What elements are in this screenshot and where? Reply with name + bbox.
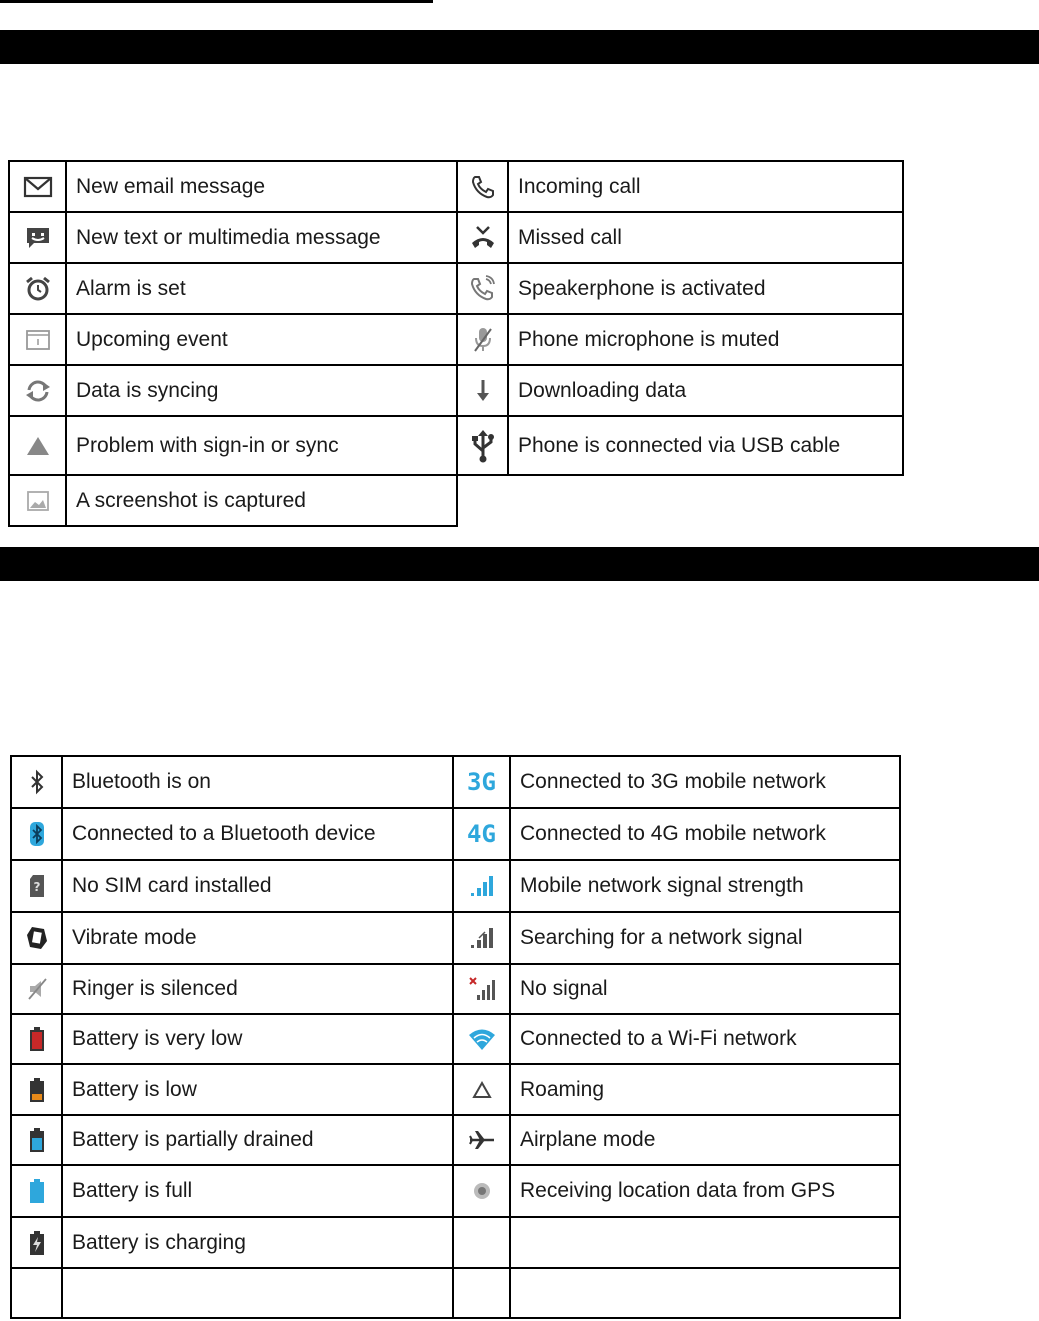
bluetooth-connected-icon bbox=[29, 821, 45, 847]
list-item-label: Phone microphone is muted bbox=[508, 314, 903, 365]
3g-icon: 3G bbox=[467, 768, 496, 796]
battery-partial-icon bbox=[29, 1127, 45, 1153]
wifi-icon bbox=[467, 1027, 497, 1051]
list-item-label: A screenshot is captured bbox=[66, 475, 457, 526]
speakerphone-icon bbox=[469, 275, 497, 303]
list-item-label: Battery is charging bbox=[62, 1217, 453, 1268]
table-row bbox=[9, 475, 903, 526]
table-row bbox=[11, 1115, 900, 1165]
sync-icon bbox=[23, 378, 53, 404]
ringer-silenced-icon bbox=[26, 977, 48, 1001]
list-item-label: Upcoming event bbox=[66, 314, 457, 365]
table-row bbox=[9, 161, 903, 212]
list-item-label: Battery is full bbox=[62, 1165, 453, 1217]
text-message-icon bbox=[24, 225, 52, 251]
list-item-label: Receiving location data from GPS bbox=[510, 1165, 900, 1217]
list-item-label: Speakerphone is activated bbox=[508, 263, 903, 314]
list-item-label: Alarm is set bbox=[66, 263, 457, 314]
list-item-label: Data is syncing bbox=[66, 365, 457, 416]
table-row bbox=[11, 1268, 900, 1318]
list-item-label: Ringer is silenced bbox=[62, 964, 453, 1014]
list-item-label: Mobile network signal strength bbox=[510, 860, 900, 912]
list-item-label: No signal bbox=[510, 964, 900, 1014]
list-item-label: Roaming bbox=[510, 1064, 900, 1115]
table-row bbox=[9, 263, 903, 314]
table-row bbox=[11, 860, 900, 912]
list-item-label: Battery is partially drained bbox=[62, 1115, 453, 1165]
list-item-label: Bluetooth is on bbox=[62, 756, 453, 808]
bluetooth-icon bbox=[28, 769, 46, 795]
list-item-label: Downloading data bbox=[508, 365, 903, 416]
airplane-icon bbox=[468, 1128, 496, 1152]
calendar-icon bbox=[25, 328, 51, 352]
table-row bbox=[9, 314, 903, 365]
list-item-label: Phone is connected via USB cable bbox=[508, 416, 903, 475]
list-item-label: Connected to a Wi-Fi network bbox=[510, 1014, 900, 1064]
no-sim-icon bbox=[28, 874, 46, 898]
battery-charging-icon bbox=[29, 1230, 45, 1256]
gps-icon bbox=[470, 1179, 494, 1203]
missed-call-icon bbox=[469, 225, 497, 251]
download-arrow-icon bbox=[473, 378, 493, 404]
status-icons-table bbox=[10, 755, 901, 1319]
battery-very-low-icon bbox=[29, 1026, 45, 1052]
warning-triangle-icon bbox=[25, 434, 51, 458]
mic-muted-icon bbox=[471, 326, 495, 354]
incoming-call-icon bbox=[470, 174, 496, 200]
list-item-label: New text or multimedia message bbox=[66, 212, 457, 263]
screenshot-icon bbox=[25, 489, 51, 513]
table-row bbox=[11, 964, 900, 1014]
list-item-label: Connected to 3G mobile network bbox=[510, 756, 900, 808]
table-row bbox=[9, 212, 903, 263]
list-item-label: Airplane mode bbox=[510, 1115, 900, 1165]
table-row bbox=[11, 1014, 900, 1064]
envelope-icon bbox=[23, 175, 53, 199]
section-header-bar-status bbox=[0, 547, 1039, 581]
notification-icons-table bbox=[8, 160, 904, 527]
table-row bbox=[9, 416, 903, 475]
table-row bbox=[11, 808, 900, 860]
battery-full-icon bbox=[29, 1178, 45, 1204]
roaming-icon bbox=[471, 1080, 493, 1100]
list-item-label: Searching for a network signal bbox=[510, 912, 900, 964]
signal-searching-icon bbox=[468, 926, 496, 950]
table-row bbox=[11, 912, 900, 964]
table-row bbox=[11, 1165, 900, 1217]
alarm-clock-icon bbox=[24, 275, 52, 303]
top-rule bbox=[0, 0, 433, 3]
list-item-label: Missed call bbox=[508, 212, 903, 263]
no-signal-icon bbox=[468, 976, 496, 1002]
svg-text:?: ? bbox=[33, 880, 40, 894]
list-item-label: Battery is low bbox=[62, 1064, 453, 1115]
list-item-label: New email message bbox=[66, 161, 457, 212]
list-item-label: Vibrate mode bbox=[62, 912, 453, 964]
table-row bbox=[11, 1064, 900, 1115]
battery-low-icon bbox=[29, 1077, 45, 1103]
list-item-label: Incoming call bbox=[508, 161, 903, 212]
list-item-label: Problem with sign-in or sync bbox=[66, 416, 457, 475]
section-header-bar-notifications bbox=[0, 30, 1039, 64]
4g-icon: 4G bbox=[467, 820, 496, 848]
table-row bbox=[11, 756, 900, 808]
list-item-label: Connected to a Bluetooth device bbox=[62, 808, 453, 860]
list-item-label: Connected to 4G mobile network bbox=[510, 808, 900, 860]
table-row bbox=[11, 1217, 900, 1268]
table-row bbox=[9, 365, 903, 416]
usb-icon bbox=[470, 429, 496, 463]
list-item-label: No SIM card installed bbox=[62, 860, 453, 912]
signal-strength-icon bbox=[468, 874, 496, 898]
list-item-label: Battery is very low bbox=[62, 1014, 453, 1064]
vibrate-icon bbox=[25, 925, 49, 951]
